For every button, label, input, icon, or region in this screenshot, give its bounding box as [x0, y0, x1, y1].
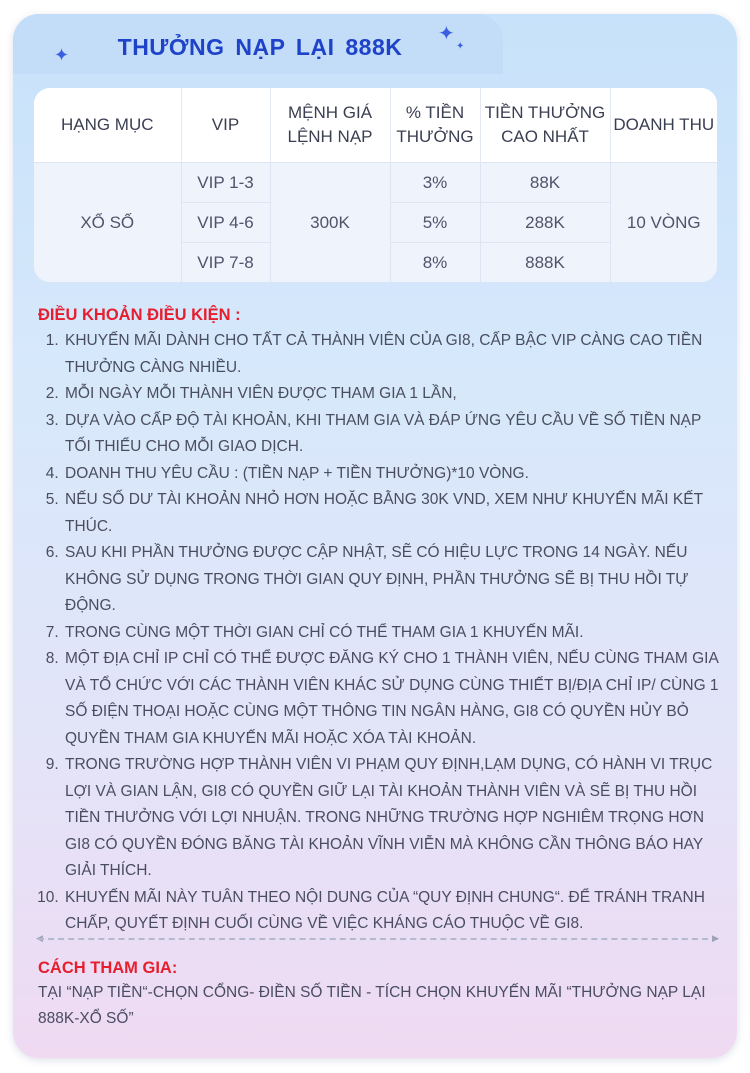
turnover-cell: 10 VÒNG: [610, 163, 717, 283]
category-cell: XỔ SỐ: [34, 163, 181, 283]
list-item: 10. KHUYẾN MÃI NÀY TUÂN THEO NỘI DUNG CỦA “QUY ĐỊNH CHUNG“. ĐỂ TRÁNH TRANH CHẤP, QUYẾT ĐỊNH CUỐI CÙNG VỀ VIỆC KHÁNG CÁO THUỘC VỀ GI8.: [63, 885, 728, 938]
join-heading: CÁCH THAM GIA:: [38, 959, 178, 977]
header-max-bonus: TIỀN THƯỞNG CAO NHẤT: [480, 88, 610, 163]
header-amount: MỆNH GIÁ LỆNH NẠP: [270, 88, 390, 163]
percent-cell: 5%: [390, 203, 480, 243]
header-category: HẠNG MỤC: [34, 88, 181, 163]
divider-arrow-left-icon: ◀: [36, 933, 43, 943]
amount-cell: 300K: [270, 163, 390, 283]
vip-cell: VIP 4-6: [181, 203, 270, 243]
list-item: 8. MỘT ĐỊA CHỈ IP CHỈ CÓ THỂ ĐƯỢC ĐĂNG KÝ CHO 1 THÀNH VIÊN, NẾU CÙNG THAM GIA VÀ TỔ CHỨC VỚI CÁC THÀNH VIÊN KHÁC SỬ DỤNG CÙNG THIẾT BỊ/ĐỊA CHỈ IP/ CÙNG 1 SỐ ĐIỆN THOẠI HOẶC CÙNG MỘT THÔNG TIN NGÂN HÀNG, GI8 CÓ QUYỀN HỦY BỎ QUYỀN THAM GIA KHUYẾN MÃI HOẶC XÓA TÀI KHOẢN.: [63, 646, 728, 752]
promo-table: [34, 88, 717, 282]
header-turnover: DOANH THU: [610, 88, 717, 163]
list-item: 2. MỖI NGÀY MỖI THÀNH VIÊN ĐƯỢC THAM GIA 1 LẦN,: [63, 381, 728, 408]
page-title: THƯỞNG NẠP LẠI 888K: [117, 34, 403, 60]
max-bonus-cell: 88K: [480, 163, 610, 203]
table-header-row: [34, 88, 717, 163]
list-item: 3. DỰA VÀO CẤP ĐỘ TÀI KHOẢN, KHI THAM GIA VÀ ĐÁP ỨNG YÊU CẦU VỀ SỐ TIỀN NẠP TỐI THIỂU CHO MỖI GIAO DỊCH.: [63, 408, 728, 461]
join-instructions: TẠI “NẠP TIỀN“-CHỌN CỔNG- ĐIỀN SỐ TIỀN - TÍCH CHỌN KHUYẾN MÃI “THƯỞNG NẠP LẠI 888K-XỔ SỐ”: [38, 984, 706, 1027]
header-percent: % TIỀN THƯỞNG: [390, 88, 480, 163]
terms-heading: ĐIỀU KHOẢN ĐIỀU KIỆN :: [38, 306, 241, 324]
terms-section: [38, 302, 728, 938]
list-item: 4. DOANH THU YÊU CẦU : (TIỀN NẠP + TIỀN THƯỞNG)*10 VÒNG.: [63, 461, 728, 488]
sparkle-icon: ✦: [456, 41, 465, 52]
terms-list: [38, 328, 728, 938]
sparkle-icon: ✦: [438, 23, 455, 45]
dashed-divider: [38, 938, 718, 940]
table-row: [34, 163, 717, 203]
join-section: [38, 956, 718, 1032]
vip-cell: VIP 1-3: [181, 163, 270, 203]
percent-cell: 3%: [390, 163, 480, 203]
header-vip: VIP: [181, 88, 270, 163]
list-item: 1. KHUYẾN MÃI DÀNH CHO TẤT CẢ THÀNH VIÊN CỦA GI8, CẤP BẬC VIP CÀNG CAO TIỀN THƯỞNG CÀNG NHIỀU.: [63, 328, 728, 381]
sparkle-icon: ✦: [54, 45, 70, 65]
list-item: 7. TRONG CÙNG MỘT THỜI GIAN CHỈ CÓ THỂ THAM GIA 1 KHUYẾN MÃI.: [63, 620, 728, 647]
list-item: 9. TRONG TRƯỜNG HỢP THÀNH VIÊN VI PHẠM QUY ĐỊNH,LẠM DỤNG, CÓ HÀNH VI TRỤC LỢI VÀ GIAN LẬN, GI8 CÓ QUYỀN GIỮ LẠI TÀI KHOẢN THÀNH VIÊN VÀ SẼ BỊ THU HỒI TIỀN THƯỞNG VỚI LỢI NHUẬN. TRONG NHỮNG TRƯỜNG HỢP NGHIÊM TRỌNG HƠN GI8 CÓ QUYỀN ĐÓNG BĂNG TÀI KHOẢN VĨNH VIỄN MÀ KHÔNG CẦN THÔNG BÁO HAY GIẢI THÍCH.: [63, 752, 728, 885]
percent-cell: 8%: [390, 243, 480, 282]
vip-cell: VIP 7-8: [181, 243, 270, 282]
list-item: 6. SAU KHI PHẦN THƯỞNG ĐƯỢC CẬP NHẬT, SẼ CÓ HIỆU LỰC TRONG 14 NGÀY. NẾU KHÔNG SỬ DỤNG TRONG THỜI GIAN QUY ĐỊNH, PHẦN THƯỞNG SẼ BỊ THU HỒI TỰ ĐỘNG.: [63, 540, 728, 620]
max-bonus-cell: 288K: [480, 203, 610, 243]
max-bonus-cell: 888K: [480, 243, 610, 282]
list-item: 5. NẾU SỐ DƯ TÀI KHOẢN NHỎ HƠN HOẶC BẰNG 30K VND, XEM NHƯ KHUYẾN MÃI KẾT THÚC.: [63, 487, 728, 540]
divider-arrow-right-icon: ▶: [712, 933, 719, 943]
